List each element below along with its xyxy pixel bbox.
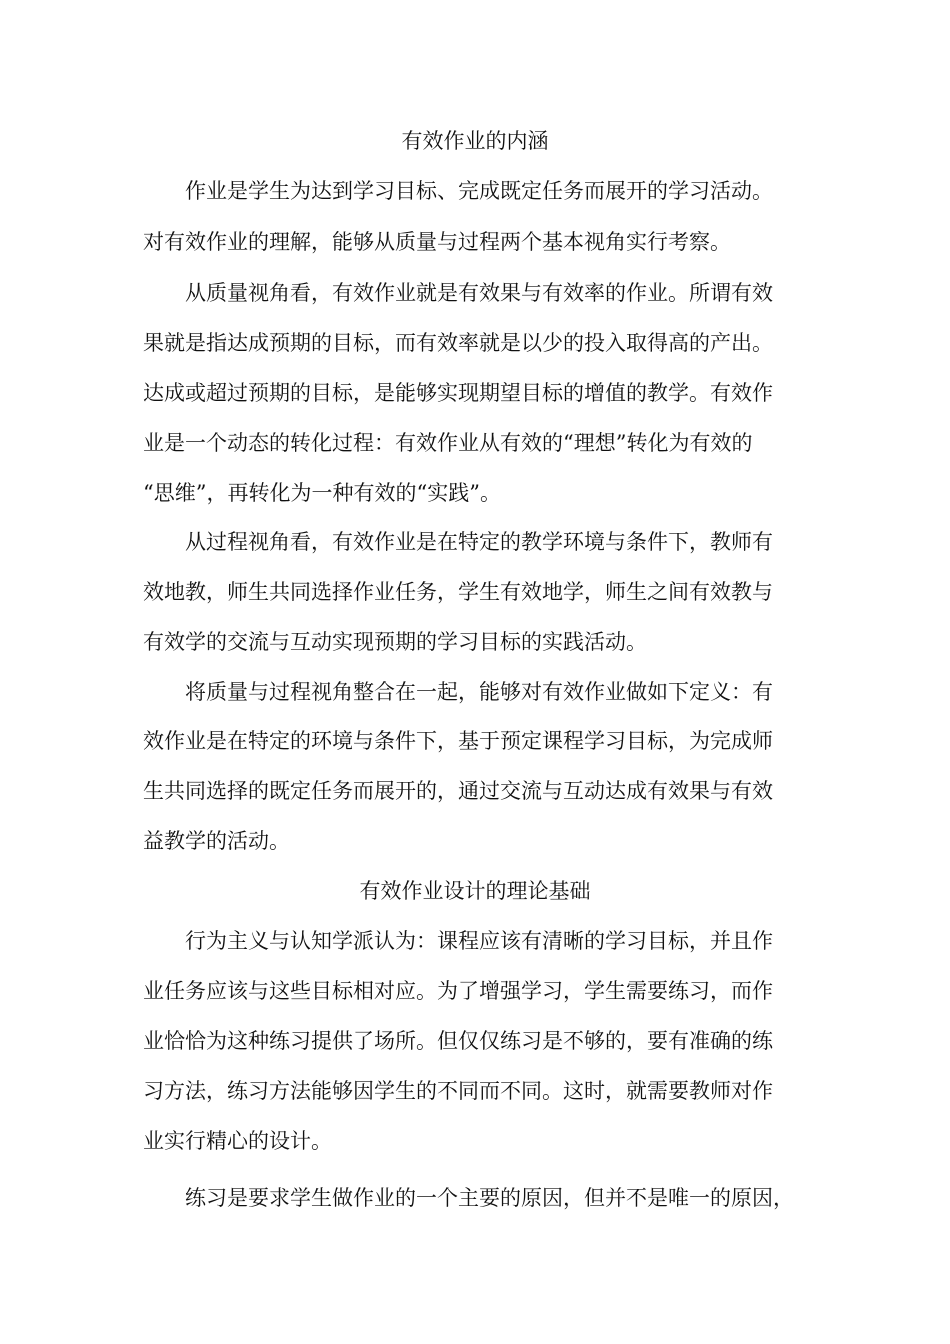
text-line: “思维”，再转化为一种有效的“实践”。 — [143, 481, 501, 505]
text-line: 习方法，练习方法能够因学生的不同而不同。这时，就需要教师对作 — [143, 1079, 773, 1103]
text-line: 从质量视角看，有效作业就是有效果与有效率的作业。所谓有效 — [185, 281, 773, 305]
section-heading-effective-homework-meaning: 有效作业的内涵 — [401, 129, 549, 153]
text-line: 业是一个动态的转化过程：有效作业从有效的“理想”转化为有效的 — [143, 431, 753, 455]
text-line: 业实行精心的设计。 — [143, 1129, 332, 1153]
text-line: 练习是要求学生做作业的一个主要的原因，但并不是唯一的原因， — [185, 1186, 794, 1210]
text-line: 果就是指达成预期的目标，而有效率就是以少的投入取得高的产出。 — [143, 331, 773, 355]
text-line: 作业是学生为达到学习目标、完成既定任务而展开的学习活动。 — [185, 179, 773, 203]
text-line: 益教学的活动。 — [143, 829, 290, 853]
text-line: 行为主义与认知学派认为：课程应该有清晰的学习目标，并且作 — [185, 929, 773, 953]
text-line: 业恰恰为这种练习提供了场所。但仅仅练习是不够的，要有准确的练 — [143, 1029, 773, 1053]
text-line: 有效学的交流与互动实现预期的学习目标的实践活动。 — [143, 630, 647, 654]
text-line: 达成或超过预期的目标，是能够实现期望目标的增值的教学。有效作 — [143, 381, 773, 405]
text-line: 将质量与过程视角整合在一起，能够对有效作业做如下定义：有 — [185, 680, 773, 704]
text-line: 从过程视角看，有效作业是在特定的教学环境与条件下，教师有 — [185, 530, 773, 554]
text-line: 对有效作业的理解，能够从质量与过程两个基本视角实行考察。 — [143, 230, 731, 254]
text-line: 业任务应该与这些目标相对应。为了增强学习，学生需要练习，而作 — [143, 979, 773, 1003]
text-line: 效作业是在特定的环境与条件下，基于预定课程学习目标，为完成师 — [143, 729, 773, 753]
section-heading-theoretical-basis: 有效作业设计的理论基础 — [359, 879, 591, 903]
text-line: 效地教，师生共同选择作业任务，学生有效地学，师生之间有效教与 — [143, 580, 773, 604]
text-line: 生共同选择的既定任务而展开的，通过交流与互动达成有效果与有效 — [143, 779, 773, 803]
